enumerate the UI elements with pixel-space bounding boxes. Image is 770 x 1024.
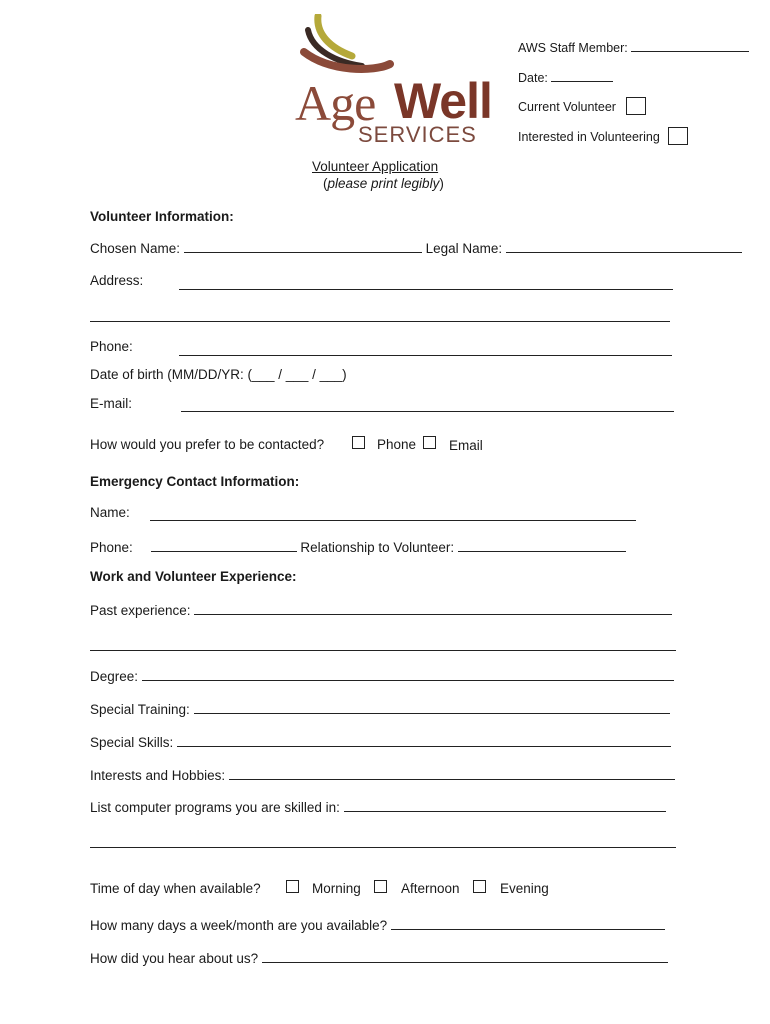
dob-label: Date of birth (MM/DD/YR: (___ / ___ / ___) bbox=[90, 367, 347, 382]
time-of-day-label: Time of day when available? bbox=[90, 881, 261, 896]
days-available-row bbox=[90, 917, 665, 934]
past-experience-row bbox=[90, 602, 672, 619]
chosen-name-field[interactable] bbox=[184, 240, 422, 253]
address-field-line1[interactable] bbox=[179, 277, 673, 290]
contact-phone-label: Phone bbox=[377, 437, 417, 452]
email-field[interactable] bbox=[181, 399, 674, 412]
morning-checkbox[interactable] bbox=[286, 880, 299, 893]
staff-date-label: Date: bbox=[518, 71, 548, 85]
afternoon-label: Afternoon bbox=[401, 881, 460, 896]
current-volunteer-checkbox[interactable] bbox=[626, 97, 646, 115]
degree-row bbox=[90, 668, 674, 685]
afternoon-checkbox[interactable] bbox=[374, 880, 387, 893]
emergency-name-label: Name: bbox=[90, 505, 130, 520]
special-skills-label: Special Skills: bbox=[90, 735, 174, 750]
past-experience-label: Past experience: bbox=[90, 603, 191, 618]
emergency-phone-field[interactable] bbox=[151, 539, 297, 552]
special-training-label: Special Training: bbox=[90, 702, 190, 717]
special-training-row bbox=[90, 701, 670, 718]
experience-heading: Work and Volunteer Experience: bbox=[90, 569, 297, 584]
staff-date-field[interactable] bbox=[551, 69, 613, 82]
hear-about-label: How did you hear about us? bbox=[90, 951, 259, 966]
relationship-field[interactable] bbox=[458, 539, 626, 552]
morning-label: Morning bbox=[312, 881, 361, 896]
interests-label: Interests and Hobbies: bbox=[90, 768, 226, 783]
address-field-line2[interactable] bbox=[90, 309, 670, 322]
contact-email-checkbox[interactable] bbox=[423, 436, 436, 449]
interests-row bbox=[90, 767, 675, 784]
days-available-field[interactable] bbox=[391, 917, 665, 930]
staff-date-row bbox=[518, 69, 613, 86]
relationship-label: Relationship to Volunteer: bbox=[300, 540, 455, 555]
logo-age-text: Age bbox=[295, 75, 376, 131]
current-volunteer-label: Current Volunteer bbox=[518, 100, 616, 114]
logo-services-text: SERVICES bbox=[358, 122, 477, 147]
evening-checkbox[interactable] bbox=[473, 880, 486, 893]
logo-well-text: Well bbox=[394, 73, 492, 129]
days-available-label: How many days a week/month are you available? bbox=[90, 918, 388, 933]
agewell-logo bbox=[290, 14, 492, 147]
phone-label: Phone: bbox=[90, 339, 133, 354]
form-subtitle-text: please print legibly bbox=[327, 176, 440, 191]
email-label: E-mail: bbox=[90, 396, 133, 411]
phone-field[interactable] bbox=[179, 343, 672, 356]
evening-label: Evening bbox=[500, 881, 549, 896]
form-subtitle bbox=[323, 176, 444, 192]
contact-phone-checkbox[interactable] bbox=[352, 436, 365, 449]
chosen-name-label: Chosen Name: bbox=[90, 241, 181, 256]
legal-name-label: Legal Name: bbox=[425, 241, 503, 256]
interested-volunteering-checkbox[interactable] bbox=[668, 127, 688, 145]
emergency-phone-row bbox=[90, 539, 626, 556]
computer-programs-row bbox=[90, 799, 666, 816]
interested-volunteering-label: Interested in Volunteering bbox=[518, 130, 660, 144]
legal-name-field[interactable] bbox=[506, 240, 742, 253]
hear-about-field[interactable] bbox=[262, 950, 668, 963]
emergency-phone-label: Phone: bbox=[90, 540, 133, 555]
hear-about-row bbox=[90, 950, 668, 967]
aws-staff-member-row bbox=[518, 39, 749, 56]
contact-preference-label: How would you prefer to be contacted? bbox=[90, 437, 325, 452]
special-skills-field[interactable] bbox=[177, 734, 671, 747]
emergency-heading: Emergency Contact Information: bbox=[90, 474, 300, 489]
emergency-name-field[interactable] bbox=[150, 508, 636, 521]
interests-field[interactable] bbox=[229, 767, 675, 780]
special-skills-row bbox=[90, 734, 671, 751]
form-title: Volunteer Application bbox=[312, 159, 439, 174]
form-subtitle-close: ) bbox=[439, 176, 444, 191]
special-training-field[interactable] bbox=[194, 701, 670, 714]
past-experience-field-line2[interactable] bbox=[90, 638, 676, 651]
computer-programs-label: List computer programs you are skilled in: bbox=[90, 800, 340, 815]
aws-staff-member-field[interactable] bbox=[631, 39, 749, 52]
degree-label: Degree: bbox=[90, 669, 139, 684]
computer-programs-field-line2[interactable] bbox=[90, 835, 676, 848]
degree-field[interactable] bbox=[142, 668, 674, 681]
past-experience-field[interactable] bbox=[194, 602, 672, 615]
form-subtitle-open: ( bbox=[323, 176, 328, 191]
address-label: Address: bbox=[90, 273, 144, 288]
computer-programs-field[interactable] bbox=[344, 799, 666, 812]
aws-staff-member-label: AWS Staff Member: bbox=[518, 41, 628, 55]
contact-email-label: Email bbox=[449, 438, 483, 453]
chosen-name-row bbox=[90, 240, 742, 257]
volunteer-info-heading: Volunteer Information: bbox=[90, 209, 234, 224]
